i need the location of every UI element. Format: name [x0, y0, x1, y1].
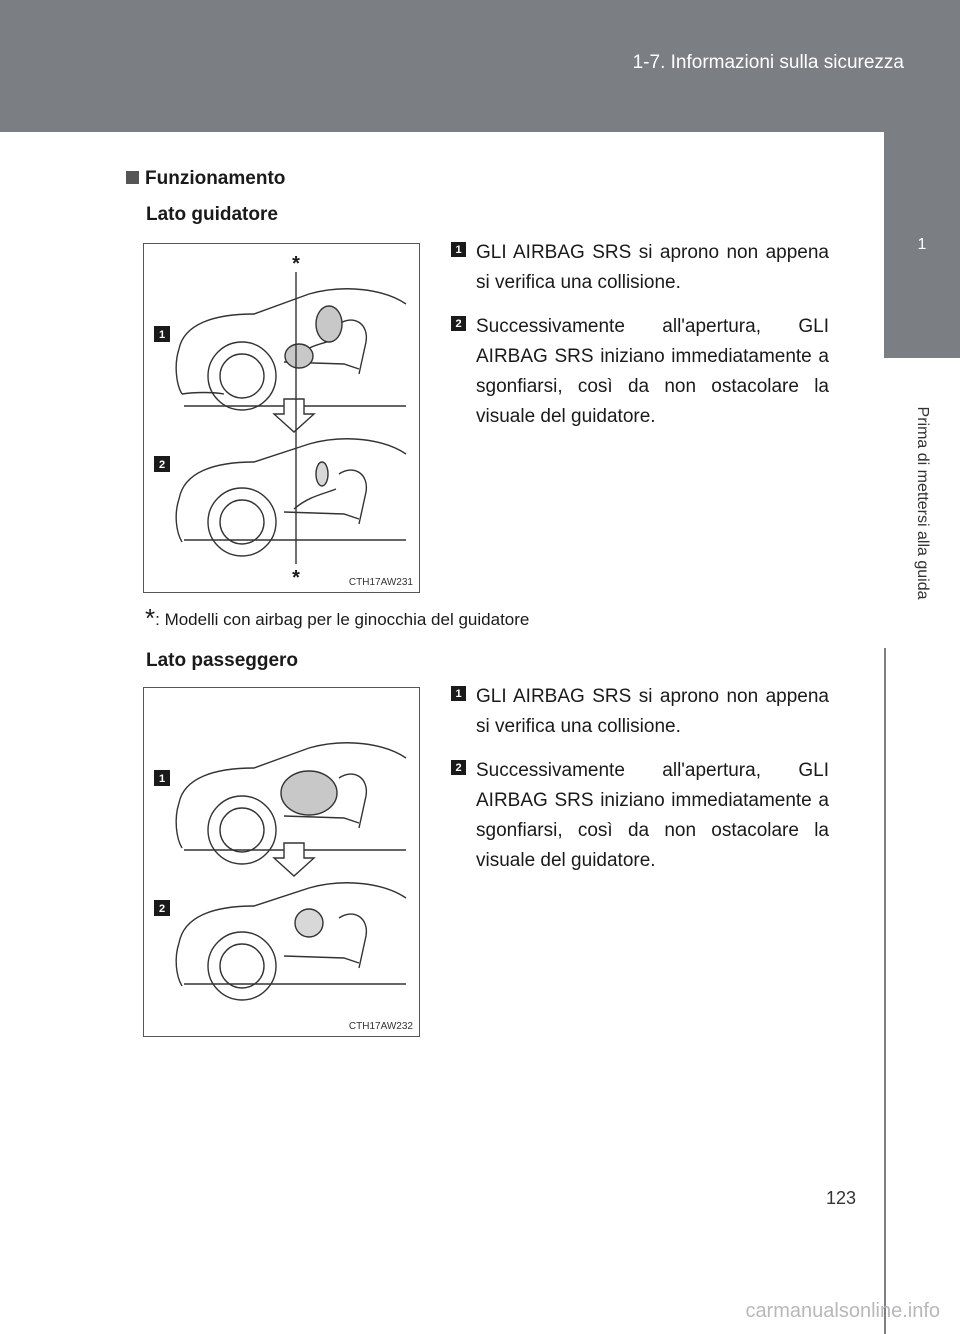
heading-square-icon — [126, 171, 139, 184]
chapter-title: 1-7. Informazioni sulla sicurezza — [632, 52, 904, 73]
passenger-airbag-drawing — [144, 688, 419, 1036]
driver-figure-step-1: 1 — [158, 329, 166, 341]
section-heading-text: Funzionamento — [145, 168, 286, 189]
asterisk-top: * — [292, 253, 300, 275]
footnote — [145, 603, 529, 634]
passenger-figure-step-1: 1 — [158, 773, 166, 785]
page-number: 123 — [826, 1188, 857, 1208]
step-badge-1: 1 — [451, 242, 466, 257]
driver-step-2 — [451, 312, 829, 432]
driver-airbag-illustration — [143, 243, 420, 593]
step-badge-2: 2 — [451, 316, 466, 331]
chapter-tab-label — [884, 358, 960, 648]
passenger-figure-step-2: 2 — [158, 903, 166, 915]
passenger-step-1-text: GLI AIRBAG SRS si aprono non appena si verifica una collisione. — [476, 686, 829, 737]
driver-step-1 — [451, 238, 829, 298]
driver-step-list — [451, 238, 829, 446]
driver-step-1-text: GLI AIRBAG SRS si aprono non appena si verifica una collisione. — [476, 242, 829, 293]
passenger-step-1 — [451, 682, 829, 742]
chapter-tab-label-text: Prima di mettersi alla guida — [914, 406, 931, 600]
section-heading — [126, 168, 285, 190]
header-band — [0, 0, 960, 132]
driver-airbag-drawing — [144, 244, 419, 592]
passenger-airbag-illustration — [143, 687, 420, 1037]
passenger-step-2-text: Successivamente all'apertura, GLI AIRBAG SRS iniziano immediatamente a sgonfiarsi, così da non ostacolare la visuale del guidatore. — [476, 760, 829, 871]
driver-side-heading: Lato guidatore — [146, 204, 278, 225]
watermark: carmanualsonline.info — [745, 1300, 940, 1322]
driver-step-2-text: Successivamente all'apertura, GLI AIRBAG SRS iniziano immediatamente a sgonfiarsi, così da non ostacolare la visuale del guidatore. — [476, 316, 829, 427]
driver-figure-code: CTH17AW231 — [348, 577, 413, 588]
chapter-tab-number: 1 — [884, 132, 960, 358]
asterisk-bottom: * — [292, 567, 300, 589]
footnote-text: : Modelli con airbag per le ginocchia del guidatore — [155, 610, 530, 629]
step-badge-1: 1 — [451, 686, 466, 701]
footnote-asterisk: * — [145, 603, 156, 633]
passenger-side-heading: Lato passeggero — [146, 650, 299, 671]
passenger-step-list — [451, 682, 829, 890]
passenger-step-2 — [451, 756, 829, 876]
step-badge-2: 2 — [451, 760, 466, 775]
passenger-figure-code: CTH17AW232 — [348, 1021, 413, 1032]
side-divider — [884, 648, 886, 1334]
driver-figure-step-2: 2 — [158, 459, 166, 471]
